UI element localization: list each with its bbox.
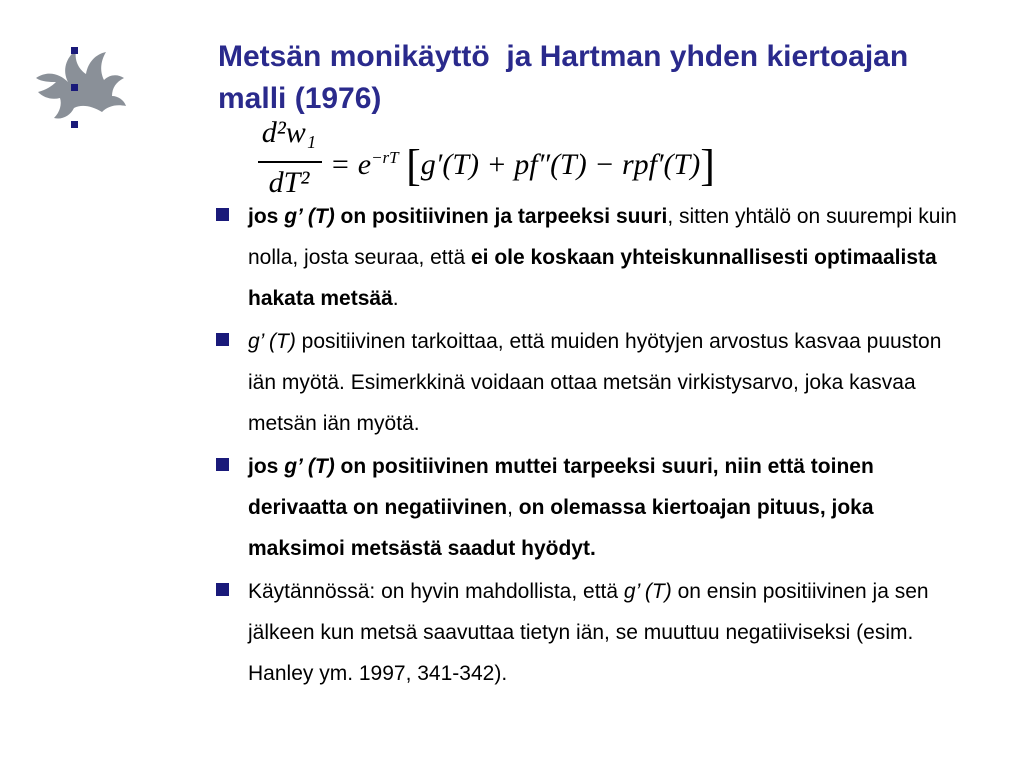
formula-numerator: d²w₁: [261, 116, 317, 149]
formula-rhs: [330, 140, 715, 191]
bullet-item: [214, 196, 974, 319]
bullet-item: [214, 321, 974, 444]
bullet-square-icon: [216, 583, 229, 596]
bullet-text-run: on ensin positiivinen ja sen jälkeen kun metsä saavuttaa tietyn iän, se muuttuu negatiiviseksi (esim. Hanley ym. 1997, 341-342).: [248, 580, 929, 685]
fraction-bar: [258, 161, 322, 163]
bullet-list: [214, 196, 974, 696]
bullet-text-run: g’ (T): [284, 205, 335, 228]
bullet-text-run: g’ (T): [248, 330, 296, 353]
bullet-square-icon: [216, 208, 229, 221]
bullet-text: [248, 580, 929, 685]
bullet-text-run: on positiivinen muttei tarpeeksi suuri, niin että toinen derivaatta on negatiivinen: [248, 455, 874, 519]
bullet-text-run: on positiivinen ja tarpeeksi suuri: [334, 205, 668, 228]
bullet-text: [248, 330, 941, 435]
bullet-item: [214, 571, 974, 694]
bullet-text-run: g’ (T): [284, 455, 335, 478]
bullet-text: [248, 205, 957, 310]
formula-close-bracket: ]: [700, 141, 715, 190]
formula-denominator: dT²: [268, 166, 310, 199]
bullet-text-run: .: [392, 287, 399, 310]
bullet-square-icon: [216, 458, 229, 471]
formula-exponent: −rT: [371, 148, 399, 167]
formula: [250, 112, 810, 204]
bullet-text: [248, 455, 874, 560]
bullet-text-run: on olemassa kiertoajan pituus, joka maksimoi metsästä saadut hyödyt.: [248, 496, 874, 560]
bullet-text-run: ei ole koskaan yhteiskunnallisesti optimaalista hakata metsää: [248, 246, 937, 310]
formula-body: g′(T) + pf″(T) − rpf′(T): [420, 148, 701, 181]
bullet-text-run: Käytännössä: on hyvin mahdollista, että: [248, 580, 624, 603]
bullet-text-run: ,: [507, 496, 519, 519]
bullet-text-run: , sitten yhtälö on suurempi kuin nolla, josta seuraa, että: [248, 205, 957, 269]
bullet-square-icon: [216, 333, 229, 346]
bullet-text-run: jos: [248, 205, 285, 228]
formula-open-bracket: [: [406, 141, 421, 190]
logo-dots: [71, 47, 81, 158]
formula-equals: = e: [330, 148, 372, 181]
logo-dot: [71, 47, 78, 54]
bullet-text-run: g’ (T): [623, 580, 672, 603]
bullet-item: [214, 446, 974, 569]
logo-dot: [71, 84, 78, 91]
slide-title: Metsän monikäyttö ja Hartman yhden kiertoajan malli (1976): [218, 40, 917, 115]
bullet-text-run: jos: [248, 455, 285, 478]
logo-dot: [71, 121, 78, 128]
bullet-text-run: positiivinen tarkoittaa, että muiden hyötyjen arvostus kasvaa puuston iän myötä. Esimerkkinä voidaan ottaa metsän virkistysarvo, joka kasvaa metsän iän myötä.: [248, 330, 942, 435]
